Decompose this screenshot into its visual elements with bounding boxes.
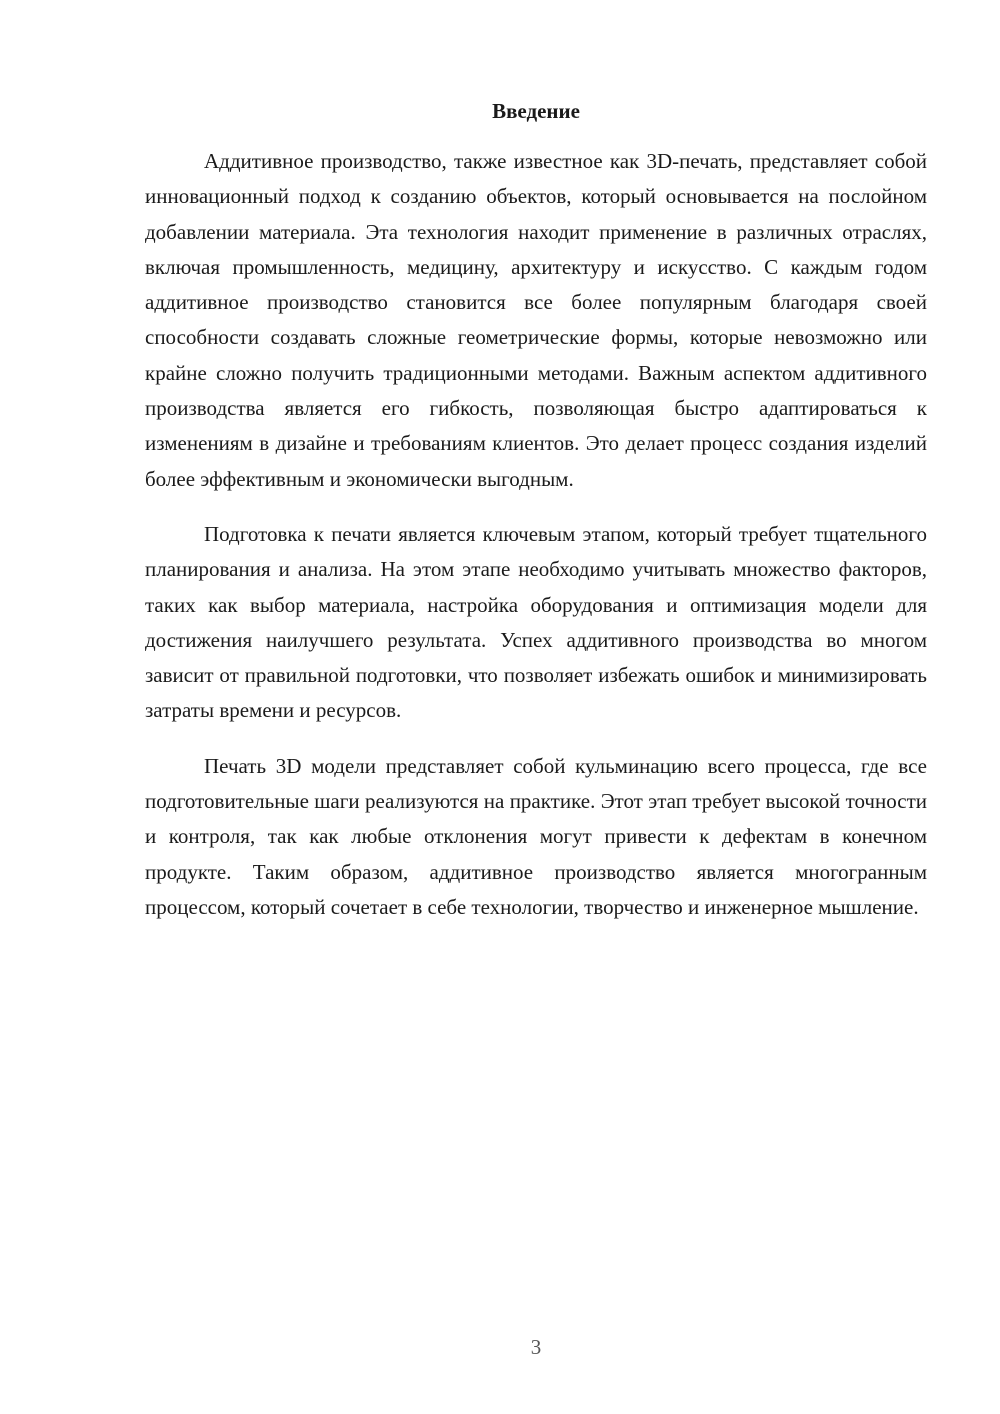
page-number: 3 [530,1335,542,1359]
section-heading: Введение [492,99,580,123]
paragraph-intro: Аддитивное производство, также известное как 3D-печать, представляет собой инновационный подход к созданию объектов, который основывается на послойном добавлении материала. Эта технология находит применение в различных отраслях, включая промышленность, медицину, архитектуру и искусство. С каждым годом аддитивное производство становится все более популярным благодаря своей способности создавать сложные геометрические формы, которые невозможно или крайне сложно получить традиционными методами. Важным аспектом аддитивного производства является его гибкость, позволяющая быстро адаптироваться к изменениям в дизайне и требованиям клиентов. Это делает процесс создания изделий более эффективным и экономически выгодным. [145,149,927,491]
paragraph-preparation: Подготовка к печати является ключевым этапом, который требует тщательного планирования и анализа. На этом этапе необходимо учитывать множество факторов, таких как выбор материала, настройка оборудования и оптимизация модели для достижения наилучшего результата. Успех аддитивного производства во многом зависит от правильной подготовки, что позволяет избежать ошибок и минимизировать затраты времени и ресурсов. [145,521,927,723]
body-text [145,144,927,925]
paragraph-printing: Печать 3D модели представляет собой кульминацию всего процесса, где все подготовительные шаги реализуются на практике. Этот этап требует высокой точности и контроля, так как любые отклонения могут привести к дефектам в конечном продукте. Таким образом, аддитивное производство является многогранным процессом, который сочетает в себе технологии, творчество и инженерное мышление. [145,753,927,919]
